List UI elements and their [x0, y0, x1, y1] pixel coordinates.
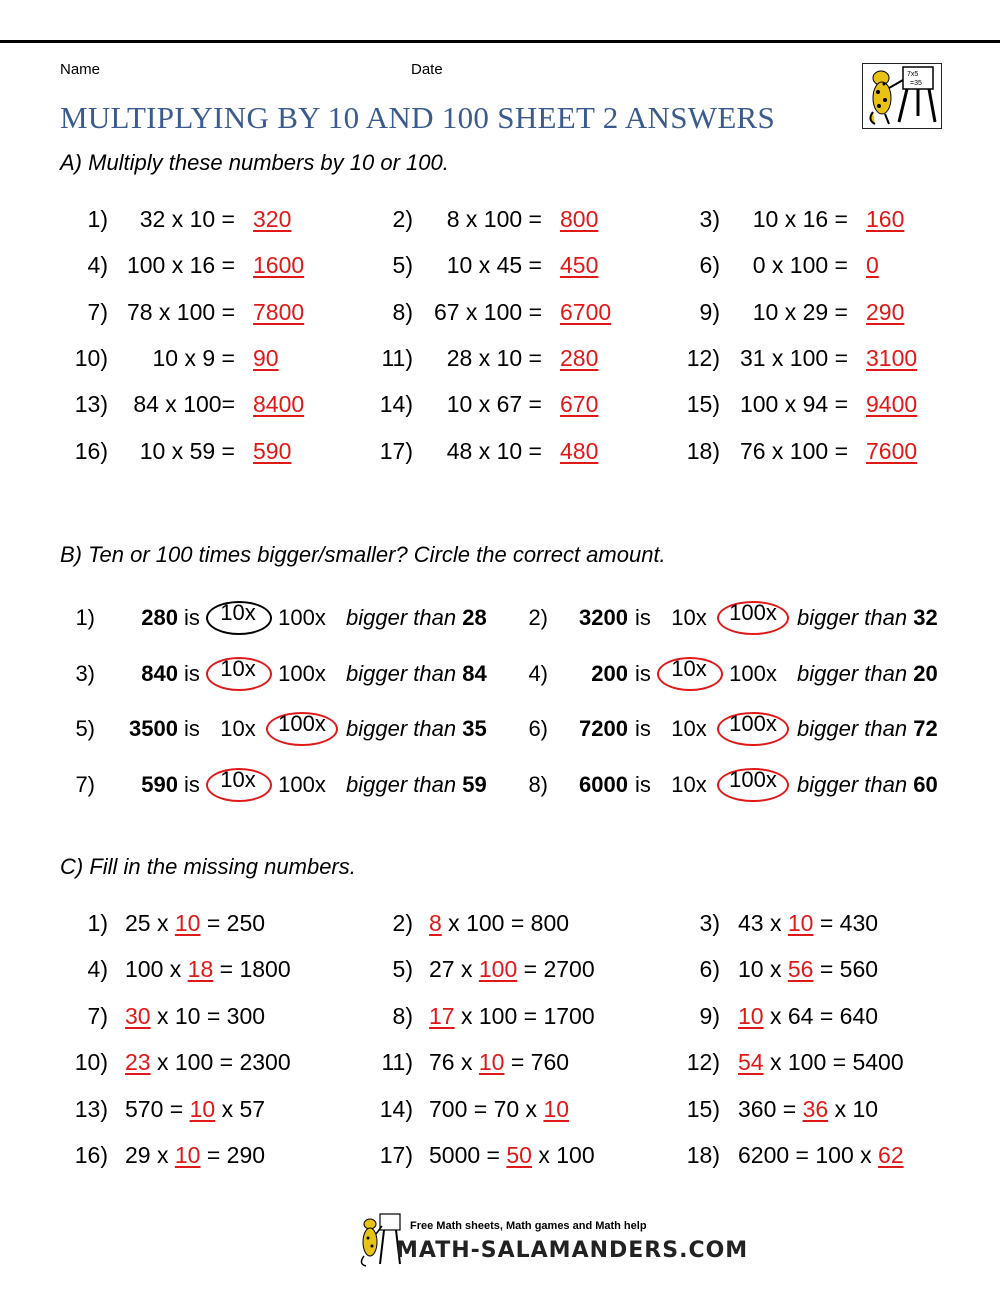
question-expression: 10 x 67 = — [446, 391, 542, 418]
section-c-row — [0, 1003, 1000, 1039]
expression-start: 29 x — [125, 1142, 175, 1168]
expression-start: 700 = 70 x — [429, 1095, 544, 1122]
missing-number-answer: 8 — [429, 910, 442, 936]
missing-number-answer: 23 — [125, 1049, 151, 1076]
expression-start: 360 = — [738, 1095, 803, 1122]
option-100x: 100x — [729, 600, 777, 625]
missing-number-answer: 54 — [738, 1049, 764, 1076]
comparison-phrase — [797, 661, 938, 687]
question-expression: 78 x 100 = — [126, 298, 235, 325]
missing-number-answer: 30 — [125, 1002, 151, 1029]
question-number: 11) — [381, 1049, 413, 1076]
expression-end: x 100 = 2300 — [150, 1049, 291, 1076]
fill-in-expression — [738, 1096, 878, 1123]
expression-end: x 100 = 5400 — [763, 1049, 904, 1076]
option-100x: 100x — [278, 660, 326, 686]
question-number: 18) — [686, 1142, 720, 1168]
name-label: Name — [60, 61, 101, 78]
big-number: 200 — [591, 660, 628, 686]
small-number: 72 — [913, 716, 938, 741]
missing-number-answer: 10 — [174, 910, 201, 936]
big-number: 6000 — [579, 771, 628, 797]
is-word: is — [635, 660, 651, 686]
option-10x: 10x — [671, 716, 707, 741]
question-number: 8) — [392, 1002, 413, 1029]
answer-value: 320 — [253, 206, 292, 232]
expression-end: = 560 — [813, 956, 879, 983]
question-number: 1) — [87, 206, 108, 232]
missing-number-answer: 62 — [878, 1142, 904, 1168]
section-b-heading: B) Ten or 100 times bigger/smaller? Circle the correct amount. — [60, 542, 666, 567]
small-number: 32 — [913, 605, 938, 630]
section-c-heading: C) Fill in the missing numbers. — [60, 854, 356, 879]
answer-value: 7600 — [866, 437, 918, 464]
question-number: 15) — [686, 1095, 720, 1122]
option-100x: 100x — [278, 771, 326, 797]
answer-value: 8400 — [253, 391, 305, 418]
fill-in-expression — [429, 1003, 595, 1030]
salamander-teacher-icon — [863, 64, 940, 127]
expression-end: x 10 = 300 — [150, 1002, 266, 1029]
section-a-row — [0, 206, 1000, 242]
section-a-row — [0, 299, 1000, 335]
question-expression: 100 x 94 = — [739, 391, 848, 418]
question-number: 5) — [75, 716, 95, 741]
missing-number-answer: 56 — [787, 956, 814, 983]
section-b-item — [0, 711, 1000, 756]
section-a-heading: A) Multiply these numbers by 10 or 100. — [60, 150, 449, 175]
fill-in-expression — [125, 956, 291, 983]
expression-end: = 290 — [200, 1142, 266, 1168]
expression-start: 6200 = 100 x — [738, 1142, 879, 1168]
bigger-than-text: bigger than — [346, 771, 457, 797]
option-10x: 10x — [220, 766, 256, 792]
question-expression: 10 x 16 = — [752, 206, 848, 232]
question-number: 10) — [74, 344, 108, 371]
question-number: 12) — [686, 344, 720, 371]
question-expression: 10 x 29 = — [752, 298, 848, 325]
missing-number-answer: 100 — [478, 956, 518, 983]
fill-in-expression — [429, 956, 595, 983]
fill-in-expression — [429, 1142, 595, 1169]
answer-value: 800 — [560, 206, 599, 232]
question-number: 2) — [528, 605, 548, 630]
bigger-than-text: bigger than — [346, 660, 457, 686]
expression-start: 25 x — [125, 910, 175, 936]
is-word: is — [184, 716, 200, 741]
question-number: 13) — [74, 1095, 108, 1122]
fill-in-expression — [429, 1049, 569, 1076]
expression-start: 43 x — [738, 910, 788, 936]
bigger-than-text: bigger than — [346, 605, 457, 630]
expression-end: = 1800 — [213, 956, 291, 983]
big-number: 3500 — [129, 716, 178, 741]
question-expression: 0 x 100 = — [752, 252, 848, 279]
question-number: 1) — [87, 910, 108, 936]
footer-logo — [356, 1212, 749, 1268]
expression-end: x 100 = 800 — [441, 910, 570, 936]
fill-in-expression — [125, 910, 265, 937]
answer-value: 9400 — [866, 391, 918, 418]
question-number: 7) — [87, 298, 108, 325]
missing-number-answer: 10 — [787, 910, 814, 936]
expression-end: = 430 — [813, 910, 879, 936]
option-10x: 10x — [671, 655, 707, 681]
comparison-phrase — [797, 772, 938, 798]
question-number: 3) — [699, 910, 720, 936]
fill-in-expression — [125, 1049, 291, 1076]
is-word: is — [635, 716, 651, 741]
missing-number-answer: 10 — [174, 1142, 201, 1168]
bigger-than-text: bigger than — [797, 716, 908, 741]
question-expression: 67 x 100 = — [433, 298, 542, 325]
missing-number-answer: 10 — [738, 1002, 764, 1029]
fill-in-expression — [429, 910, 569, 937]
answer-value: 160 — [866, 206, 905, 232]
bigger-than-text: bigger than — [346, 716, 457, 741]
big-number: 7200 — [579, 716, 628, 741]
is-word: is — [635, 771, 651, 797]
question-number: 5) — [392, 956, 413, 983]
fill-in-expression — [125, 1003, 265, 1030]
expression-end: = 760 — [504, 1049, 570, 1076]
question-expression: 76 x 100 = — [739, 437, 848, 464]
missing-number-answer: 10 — [478, 1049, 505, 1076]
answer-value: 1600 — [253, 252, 305, 279]
question-expression: 8 x 100 = — [446, 206, 542, 232]
question-number: 8) — [392, 298, 413, 325]
expression-end: x 10 — [828, 1095, 879, 1122]
section-c-row — [0, 1096, 1000, 1132]
section-b-item — [0, 655, 1000, 701]
small-number: 59 — [462, 771, 487, 797]
option-10x: 10x — [220, 600, 256, 625]
question-number: 9) — [699, 1002, 720, 1029]
question-number: 4) — [528, 660, 548, 686]
big-number: 590 — [141, 771, 178, 797]
section-b-item — [0, 600, 1000, 645]
question-number: 15) — [686, 391, 720, 418]
fill-in-expression — [738, 1142, 904, 1169]
expression-start: 10 x — [738, 956, 788, 983]
section-a-row — [0, 391, 1000, 427]
comparison-phrase — [797, 716, 938, 742]
option-100x: 100x — [729, 660, 777, 686]
small-number: 28 — [462, 605, 487, 630]
board-text-1: 7x5 — [907, 71, 919, 78]
bigger-than-text: bigger than — [797, 771, 908, 797]
big-number: 3200 — [579, 605, 628, 630]
question-number: 7) — [75, 771, 95, 797]
question-number: 11) — [381, 344, 413, 371]
salamander-logo — [862, 63, 942, 129]
question-number: 9) — [699, 298, 720, 325]
option-10x: 10x — [671, 605, 707, 630]
answer-value: 90 — [253, 344, 279, 371]
option-100x: 100x — [729, 766, 777, 792]
question-number: 18) — [686, 437, 720, 464]
small-number: 60 — [913, 771, 938, 797]
answer-value: 450 — [560, 252, 599, 279]
option-100x: 100x — [729, 711, 777, 736]
footer-site: MATH-SALAMANDERS.COM — [396, 1238, 749, 1263]
question-number: 2) — [392, 206, 413, 232]
page-title: MULTIPLYING BY 10 AND 100 SHEET 2 ANSWERS — [60, 100, 776, 135]
answer-value: 480 — [560, 437, 599, 464]
question-number: 5) — [392, 252, 413, 279]
question-expression: 31 x 100 = — [739, 344, 848, 371]
expression-end: x 57 — [215, 1095, 266, 1122]
expression-end: = 250 — [200, 910, 266, 936]
question-number: 17) — [379, 437, 413, 464]
expression-end: x 100 — [531, 1142, 595, 1168]
question-number: 16) — [74, 437, 108, 464]
question-expression: 84 x 100= — [133, 391, 235, 418]
fill-in-expression — [738, 956, 878, 983]
fill-in-expression — [125, 1096, 265, 1123]
missing-number-answer: 10 — [543, 1095, 570, 1122]
question-number: 2) — [392, 910, 413, 936]
question-number: 13) — [74, 391, 108, 418]
expression-start: 100 x — [125, 956, 188, 983]
missing-number-answer: 36 — [802, 1095, 829, 1122]
answer-value: 590 — [253, 437, 292, 464]
option-100x: 100x — [278, 605, 326, 630]
question-expression: 100 x 16 = — [126, 252, 235, 279]
option-10x: 10x — [671, 771, 707, 797]
small-number: 20 — [913, 660, 938, 686]
small-number: 84 — [462, 660, 487, 686]
section-c-row — [0, 1142, 1000, 1178]
expression-end: x 64 = 640 — [763, 1002, 879, 1029]
question-expression: 10 x 59 = — [139, 437, 235, 464]
missing-number-answer: 50 — [506, 1142, 532, 1168]
question-expression: 32 x 10 = — [139, 206, 235, 232]
answer-value: 290 — [866, 298, 905, 325]
answer-value: 6700 — [560, 298, 612, 325]
question-number: 4) — [87, 252, 108, 279]
question-expression: 10 x 9 = — [152, 344, 235, 371]
question-number: 17) — [379, 1142, 413, 1168]
expression-start: 76 x — [429, 1049, 479, 1076]
small-number: 35 — [462, 716, 487, 741]
is-word: is — [635, 605, 651, 630]
top-rule — [0, 40, 1000, 43]
answer-value: 0 — [866, 252, 879, 279]
fill-in-expression — [738, 910, 878, 937]
question-expression: 28 x 10 = — [446, 344, 542, 371]
is-word: is — [184, 771, 200, 797]
question-number: 3) — [75, 660, 95, 686]
question-number: 12) — [686, 1049, 720, 1076]
question-number: 4) — [87, 956, 108, 983]
question-number: 8) — [528, 771, 548, 797]
big-number: 280 — [141, 605, 178, 630]
answer-value: 280 — [560, 344, 599, 371]
question-number: 14) — [379, 1095, 413, 1122]
expression-start: 570 = — [125, 1095, 190, 1122]
answer-value: 7800 — [253, 298, 305, 325]
question-number: 6) — [699, 252, 720, 279]
option-10x: 10x — [220, 655, 256, 681]
expression-end: = 2700 — [517, 956, 595, 983]
expression-end: x 100 = 1700 — [454, 1002, 595, 1029]
question-expression: 10 x 45 = — [446, 252, 542, 279]
section-a-row — [0, 252, 1000, 288]
fill-in-expression — [738, 1003, 878, 1030]
section-a-row — [0, 438, 1000, 474]
answer-value: 3100 — [866, 344, 918, 371]
question-number: 10) — [74, 1049, 108, 1076]
question-number: 1) — [75, 605, 95, 630]
option-100x: 100x — [278, 711, 326, 736]
question-number: 6) — [699, 956, 720, 983]
fill-in-expression — [429, 1096, 569, 1123]
question-number: 7) — [87, 1002, 108, 1029]
section-c-row — [0, 1049, 1000, 1085]
option-10x: 10x — [220, 716, 256, 741]
missing-number-answer: 10 — [189, 1095, 216, 1122]
footer-tagline: Free Math sheets, Math games and Math help — [410, 1220, 647, 1232]
section-b-item — [0, 766, 1000, 812]
fill-in-expression — [125, 1142, 265, 1169]
answer-value: 670 — [560, 391, 599, 418]
expression-start: 27 x — [429, 956, 479, 983]
comparison-phrase — [797, 605, 938, 631]
question-number: 14) — [379, 391, 413, 418]
section-a-row — [0, 345, 1000, 381]
bigger-than-text: bigger than — [797, 660, 908, 686]
date-label: Date — [411, 61, 443, 78]
is-word: is — [184, 660, 200, 686]
board-text-2: =35 — [910, 80, 922, 87]
missing-number-answer: 18 — [187, 956, 214, 983]
question-number: 3) — [699, 206, 720, 232]
big-number: 840 — [141, 660, 178, 686]
section-c-row — [0, 910, 1000, 946]
bigger-than-text: bigger than — [797, 605, 908, 630]
expression-start: 5000 = — [429, 1142, 507, 1168]
section-c-row — [0, 956, 1000, 992]
is-word: is — [184, 605, 200, 630]
missing-number-answer: 17 — [429, 1002, 455, 1029]
question-number: 16) — [74, 1142, 108, 1168]
fill-in-expression — [738, 1049, 904, 1076]
question-expression: 48 x 10 = — [446, 437, 542, 464]
question-number: 6) — [528, 716, 548, 741]
